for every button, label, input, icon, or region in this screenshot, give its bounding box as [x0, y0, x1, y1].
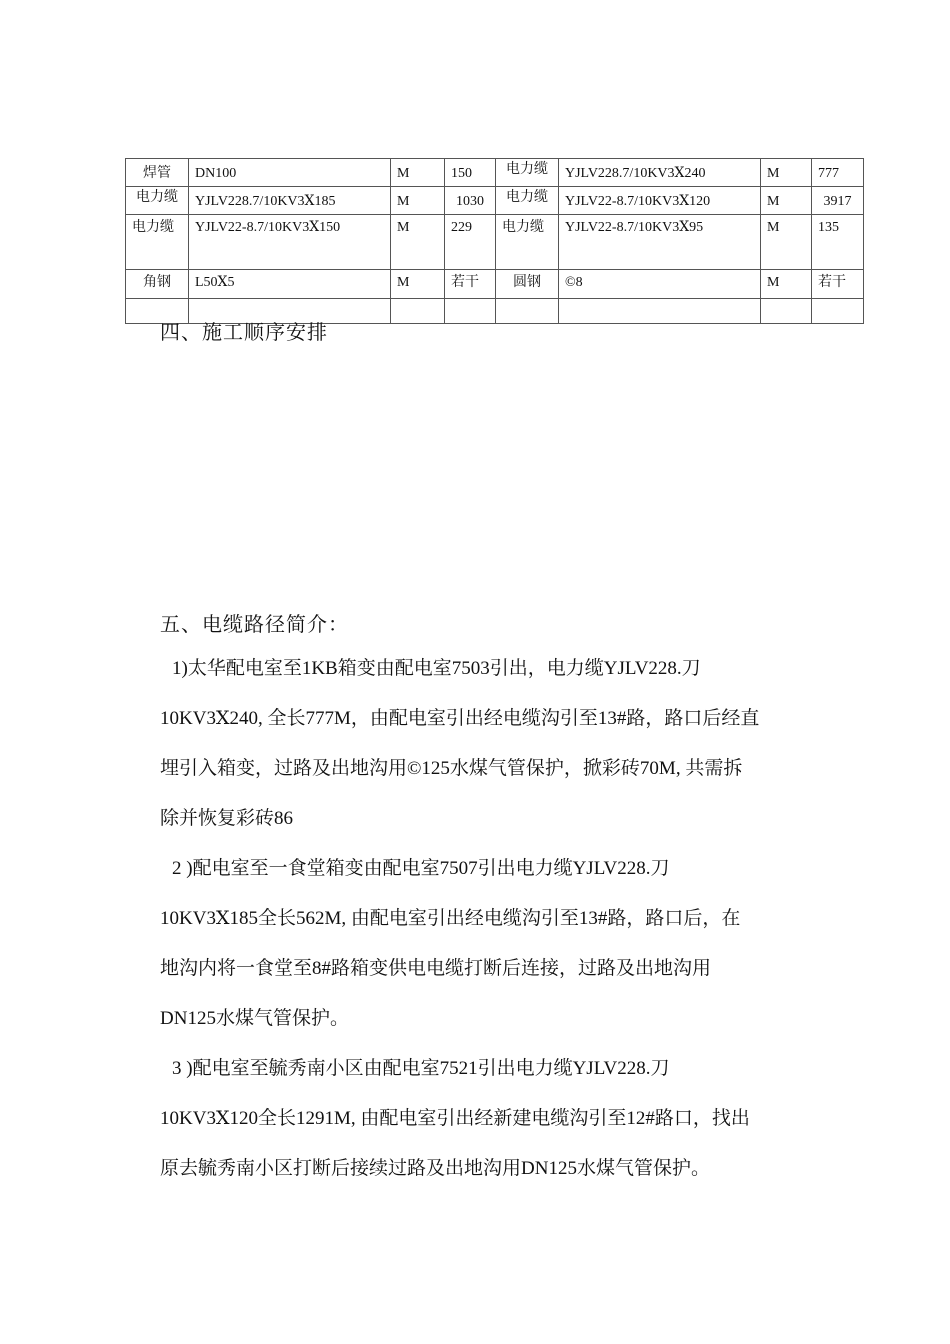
empty-cell	[391, 299, 445, 324]
item-spec: YJLV228.7/10KV3Ⅹ240	[559, 159, 761, 187]
section-heading-4: 四、施工顺序安排	[160, 322, 328, 344]
route-paragraph-3	[160, 1044, 880, 1194]
item-name: 角钢	[126, 270, 189, 299]
item-qty: 777	[812, 159, 864, 187]
item-spec: L50Ⅹ5	[189, 270, 391, 299]
empty-cell	[445, 299, 496, 324]
paragraph-line: 10KV3Ⅹ240, 全长777M，由配电室引出经电缆沟引至13#路，路口后经直	[160, 708, 760, 729]
table-row	[126, 187, 864, 215]
item-spec: DN100	[189, 159, 391, 187]
item-name: 电力缆	[496, 187, 559, 215]
item-unit: M	[761, 270, 812, 299]
item-spec: ©8	[559, 270, 761, 299]
item-qty: 135	[812, 215, 864, 270]
paragraph-line: 10KV3Ⅹ185全长562M, 由配电室引出经电缆沟引至13#路，路口后，在	[160, 908, 741, 929]
item-spec: YJLV22-8.7/10KV3Ⅹ150	[189, 215, 391, 270]
paragraph-line: 原去毓秀南小区打断后接续过路及出地沟用DN125水煤气管保护。	[160, 1158, 710, 1179]
item-unit: M	[391, 215, 445, 270]
item-qty: 若干	[812, 270, 864, 299]
item-qty: 1030	[445, 187, 496, 215]
paragraph-line: 地沟内将一食堂至8#路箱变供电电缆打断后连接，过路及出地沟用	[160, 958, 712, 979]
item-qty: 若干	[445, 270, 496, 299]
paragraph-line: 10KV3Ⅹ120全长1291M, 由配电室引出经新建电缆沟引至12#路口，找出	[160, 1108, 750, 1129]
table-row	[126, 215, 864, 270]
item-unit: M	[391, 187, 445, 215]
empty-cell	[559, 299, 761, 324]
empty-cell	[812, 299, 864, 324]
item-name: 焊管	[126, 159, 189, 187]
item-qty: 150	[445, 159, 496, 187]
item-unit: M	[391, 159, 445, 187]
empty-cell	[761, 299, 812, 324]
item-name: 电力缆	[126, 215, 189, 270]
item-spec: YJLV22-8.7/10KV3Ⅹ120	[559, 187, 761, 215]
paragraph-line: 除并恢复彩砖86	[160, 808, 294, 829]
item-name: 电力缆	[126, 187, 189, 215]
route-paragraph-2	[160, 844, 880, 1044]
item-spec: YJLV22-8.7/10KV3Ⅹ95	[559, 215, 761, 270]
item-unit: M	[391, 270, 445, 299]
item-name: 圆钢	[496, 270, 559, 299]
paragraph-line: 埋引入箱变，过路及出地沟用©125水煤气管保护，掀彩砖70M, 共需拆	[160, 758, 743, 779]
materials-table	[125, 158, 864, 324]
item-name: 电力缆	[496, 159, 559, 187]
paragraph-line: 2 )配电室至一食堂箱变由配电室7507引出电力缆YJLV228.刀	[172, 858, 670, 879]
paragraph-line: DN125水煤气管保护。	[160, 1008, 349, 1029]
table-row	[126, 270, 864, 299]
item-qty: 229	[445, 215, 496, 270]
empty-cell	[496, 299, 559, 324]
item-name: 电力缆	[496, 215, 559, 270]
item-spec: YJLV228.7/10KV3Ⅹ185	[189, 187, 391, 215]
paragraph-line: 1)太华配电室至1KB箱变由配电室7503引出，电力缆YJLV228.刀	[172, 658, 701, 679]
table-row	[126, 159, 864, 187]
item-unit: M	[761, 159, 812, 187]
paragraph-line: 3 )配电室至毓秀南小区由配电室7521引出电力缆YJLV228.刀	[172, 1058, 670, 1079]
item-unit: M	[761, 215, 812, 270]
section-heading-5: 五、电缆路径简介：	[160, 614, 349, 636]
item-qty: 3917	[812, 187, 864, 215]
route-paragraph-1	[160, 644, 880, 844]
item-unit: M	[761, 187, 812, 215]
